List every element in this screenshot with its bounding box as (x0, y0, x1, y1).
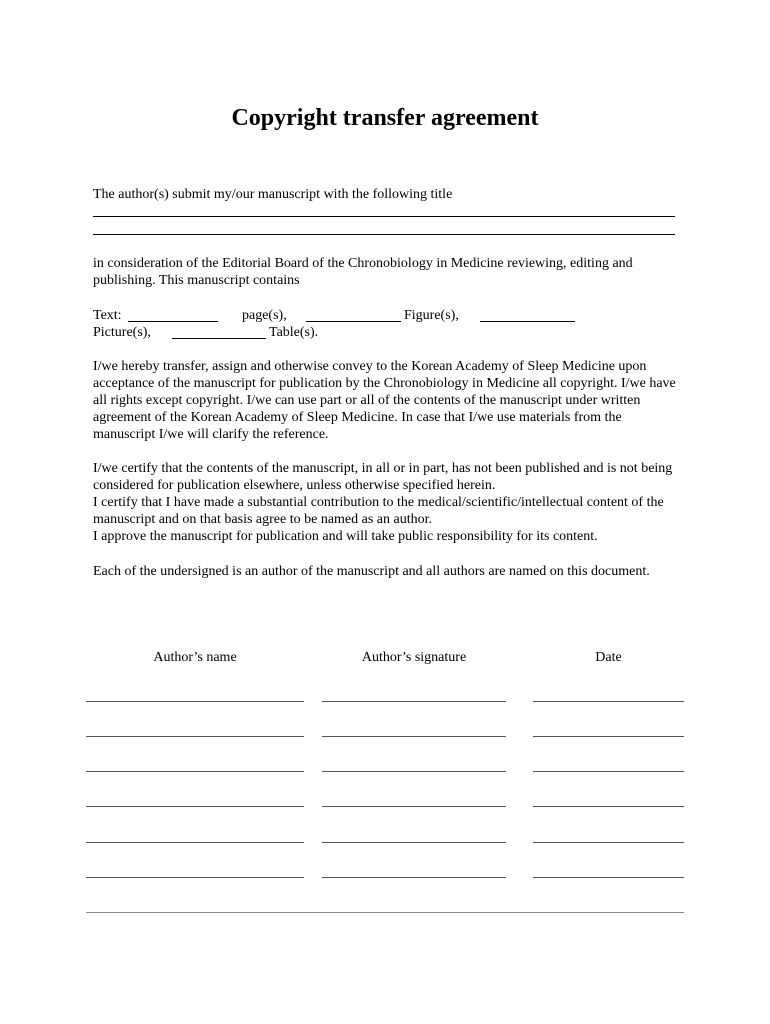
certify-approval: I approve the manuscript for publication and will take public responsibility for its content. (93, 529, 598, 544)
figures-label: Figure(s), (404, 308, 459, 323)
author-name-line[interactable] (86, 736, 304, 737)
consideration-text: in consideration of the Editorial Board of the Chronobiology in Medicine reviewing, editing and publishing. This manuscript contains (93, 256, 637, 288)
author-signature-line[interactable] (322, 842, 506, 843)
tables-field-blank[interactable] (172, 338, 266, 339)
author-signature-line[interactable] (322, 877, 506, 878)
transfer-paragraph: I/we hereby transfer, assign and otherwise convey to the Korean Academy of Sleep Medicine upon acceptance of the manuscript for publication by the Chronobiology in Medicine all copyright. I/we have all rights except copyright. I/we can use part or all of the contents of the manuscript under written agreement of the Korean Academy of Sleep Medicine. In case that I/we use materials from the manuscript I/we will clarify the reference. (93, 359, 680, 442)
pictures-label: Picture(s), (93, 325, 151, 340)
date-line[interactable] (533, 701, 684, 702)
author-name-header: Author’s name (153, 650, 237, 665)
title-line-2[interactable] (93, 234, 675, 235)
author-signature-header: Author’s signature (361, 650, 467, 665)
author-name-line[interactable] (86, 806, 304, 807)
date-header: Date (595, 650, 622, 665)
date-line[interactable] (533, 842, 684, 843)
date-line[interactable] (533, 736, 684, 737)
author-signature-line[interactable] (322, 806, 506, 807)
author-signature-line[interactable] (322, 736, 506, 737)
author-signature-line[interactable] (322, 701, 506, 702)
author-name-line[interactable] (86, 877, 304, 878)
figures-field-blank[interactable] (306, 321, 401, 322)
date-line[interactable] (533, 877, 684, 878)
pages-label: page(s), (242, 308, 287, 323)
text-field-blank[interactable] (128, 321, 218, 322)
certify-contribution: I certify that I have made a substantial contribution to the medical/scientific/intellectual content of the manuscript and on that basis agree to be named as an author. (93, 495, 668, 527)
undersigned-text: Each of the undersigned is an author of the manuscript and all authors are named on this document. (93, 564, 650, 579)
intro-text: The author(s) submit my/our manuscript with the following title (93, 187, 453, 202)
certify-unpublished: I/we certify that the contents of the manuscript, in all or in part, has not been published and is not being considered for publication elsewhere, unless otherwise specified herein. (93, 461, 676, 493)
title-line-1[interactable] (93, 216, 675, 217)
author-signature-line[interactable] (322, 771, 506, 772)
date-line[interactable] (533, 806, 684, 807)
pictures-field-blank[interactable] (480, 321, 575, 322)
author-name-line[interactable] (86, 842, 304, 843)
tables-label: Table(s). (269, 325, 319, 340)
author-name-line[interactable] (86, 771, 304, 772)
document-title: Copyright transfer agreement (231, 105, 539, 131)
date-line[interactable] (533, 771, 684, 772)
bottom-divider (86, 912, 684, 913)
text-field-label: Text: (93, 308, 122, 323)
author-name-line[interactable] (86, 701, 304, 702)
